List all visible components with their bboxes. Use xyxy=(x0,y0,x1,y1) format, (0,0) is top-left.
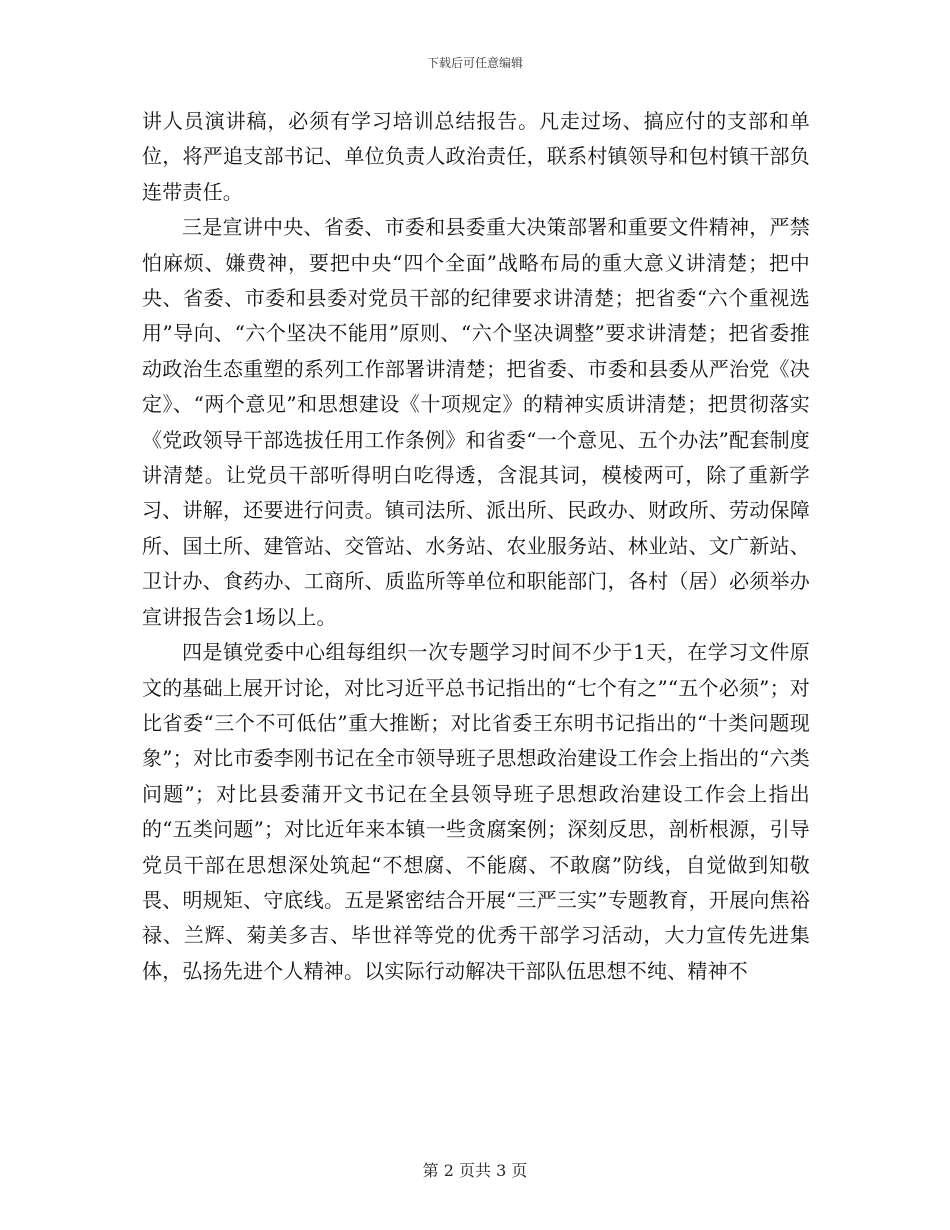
paragraph-continuation: 讲人员演讲稿，必须有学习培训总结报告。凡走过场、搞应付的支部和单位，将严追支部书记、单位负责人政治责任，联系村镇领导和包村镇干部负连带责任。 xyxy=(142,109,810,204)
paragraph-point-three: 三是宣讲中央、省委、市委和县委重大决策部署和重要文件精神，严禁怕麻烦、嫌费神，要把中央“四个全面”战略布局的重大意义讲清楚；把中央、省委、市委和县委对党员干部的纪律要求讲清楚；把省委“六个重视选用”导向、“六个坚决不能用”原则、“六个坚决调整”要求讲清楚；把省委推动政治生态重塑的系列工作部署讲清楚；把省委、市委和县委从严治党《决定》、“两个意见”和思想建设《十项规定》的精神实质讲清楚；把贯彻落实《党政领导干部选拔任用工作条例》和省委“一个意见、五个办法”配套制度讲清楚。让党员干部听得明白吃得透，含混其词，模棱两可，除了重新学习、讲解，还要进行问责。镇司法所、派出所、民政办、财政所、劳动保障所、国土所、建管站、交管站、水务站、农业服务站、林业站、文广新站、卫计办、食药办、工商所、质监所等单位和职能部门，各村（居）必须举办宣讲报告会1场以上。 xyxy=(142,215,810,629)
page-number: 第 2 页共 3 页 xyxy=(422,1161,528,1180)
paragraph-point-four: 四是镇党委中心组每组织一次专题学习时间不少于1天，在学习文件原文的基础上展开讨论，对比习近平总书记指出的“七个有之”“五个必须”；对比省委“三个不可低估”重大推断；对比省委王东明书记指出的“十类问题现象”；对比市委李刚书记在全市领导班子思想政治建设工作会上指出的“六类问题”；对比县委蒲开文书记在全县领导班子思想政治建设工作会上指出的“五类问题”；对比近年来本镇一些贪腐案例；深刻反思，剖析根源，引导党员干部在思想深处筑起“不想腐、不能腐、不敢腐”防线，自觉做到知敬畏、明规矩、守底线。五是紧密结合开展“三严三实”专题教育，开展向焦裕禄、兰辉、菊美多吉、毕世祥等党的优秀干部学习活动，大力宣传先进集体，弘扬先进个人精神。以实际行动解决干部队伍思想不纯、精神不 xyxy=(142,640,810,983)
document-body xyxy=(142,104,810,989)
page-header-note: 下载后可任意编辑 xyxy=(426,56,523,70)
